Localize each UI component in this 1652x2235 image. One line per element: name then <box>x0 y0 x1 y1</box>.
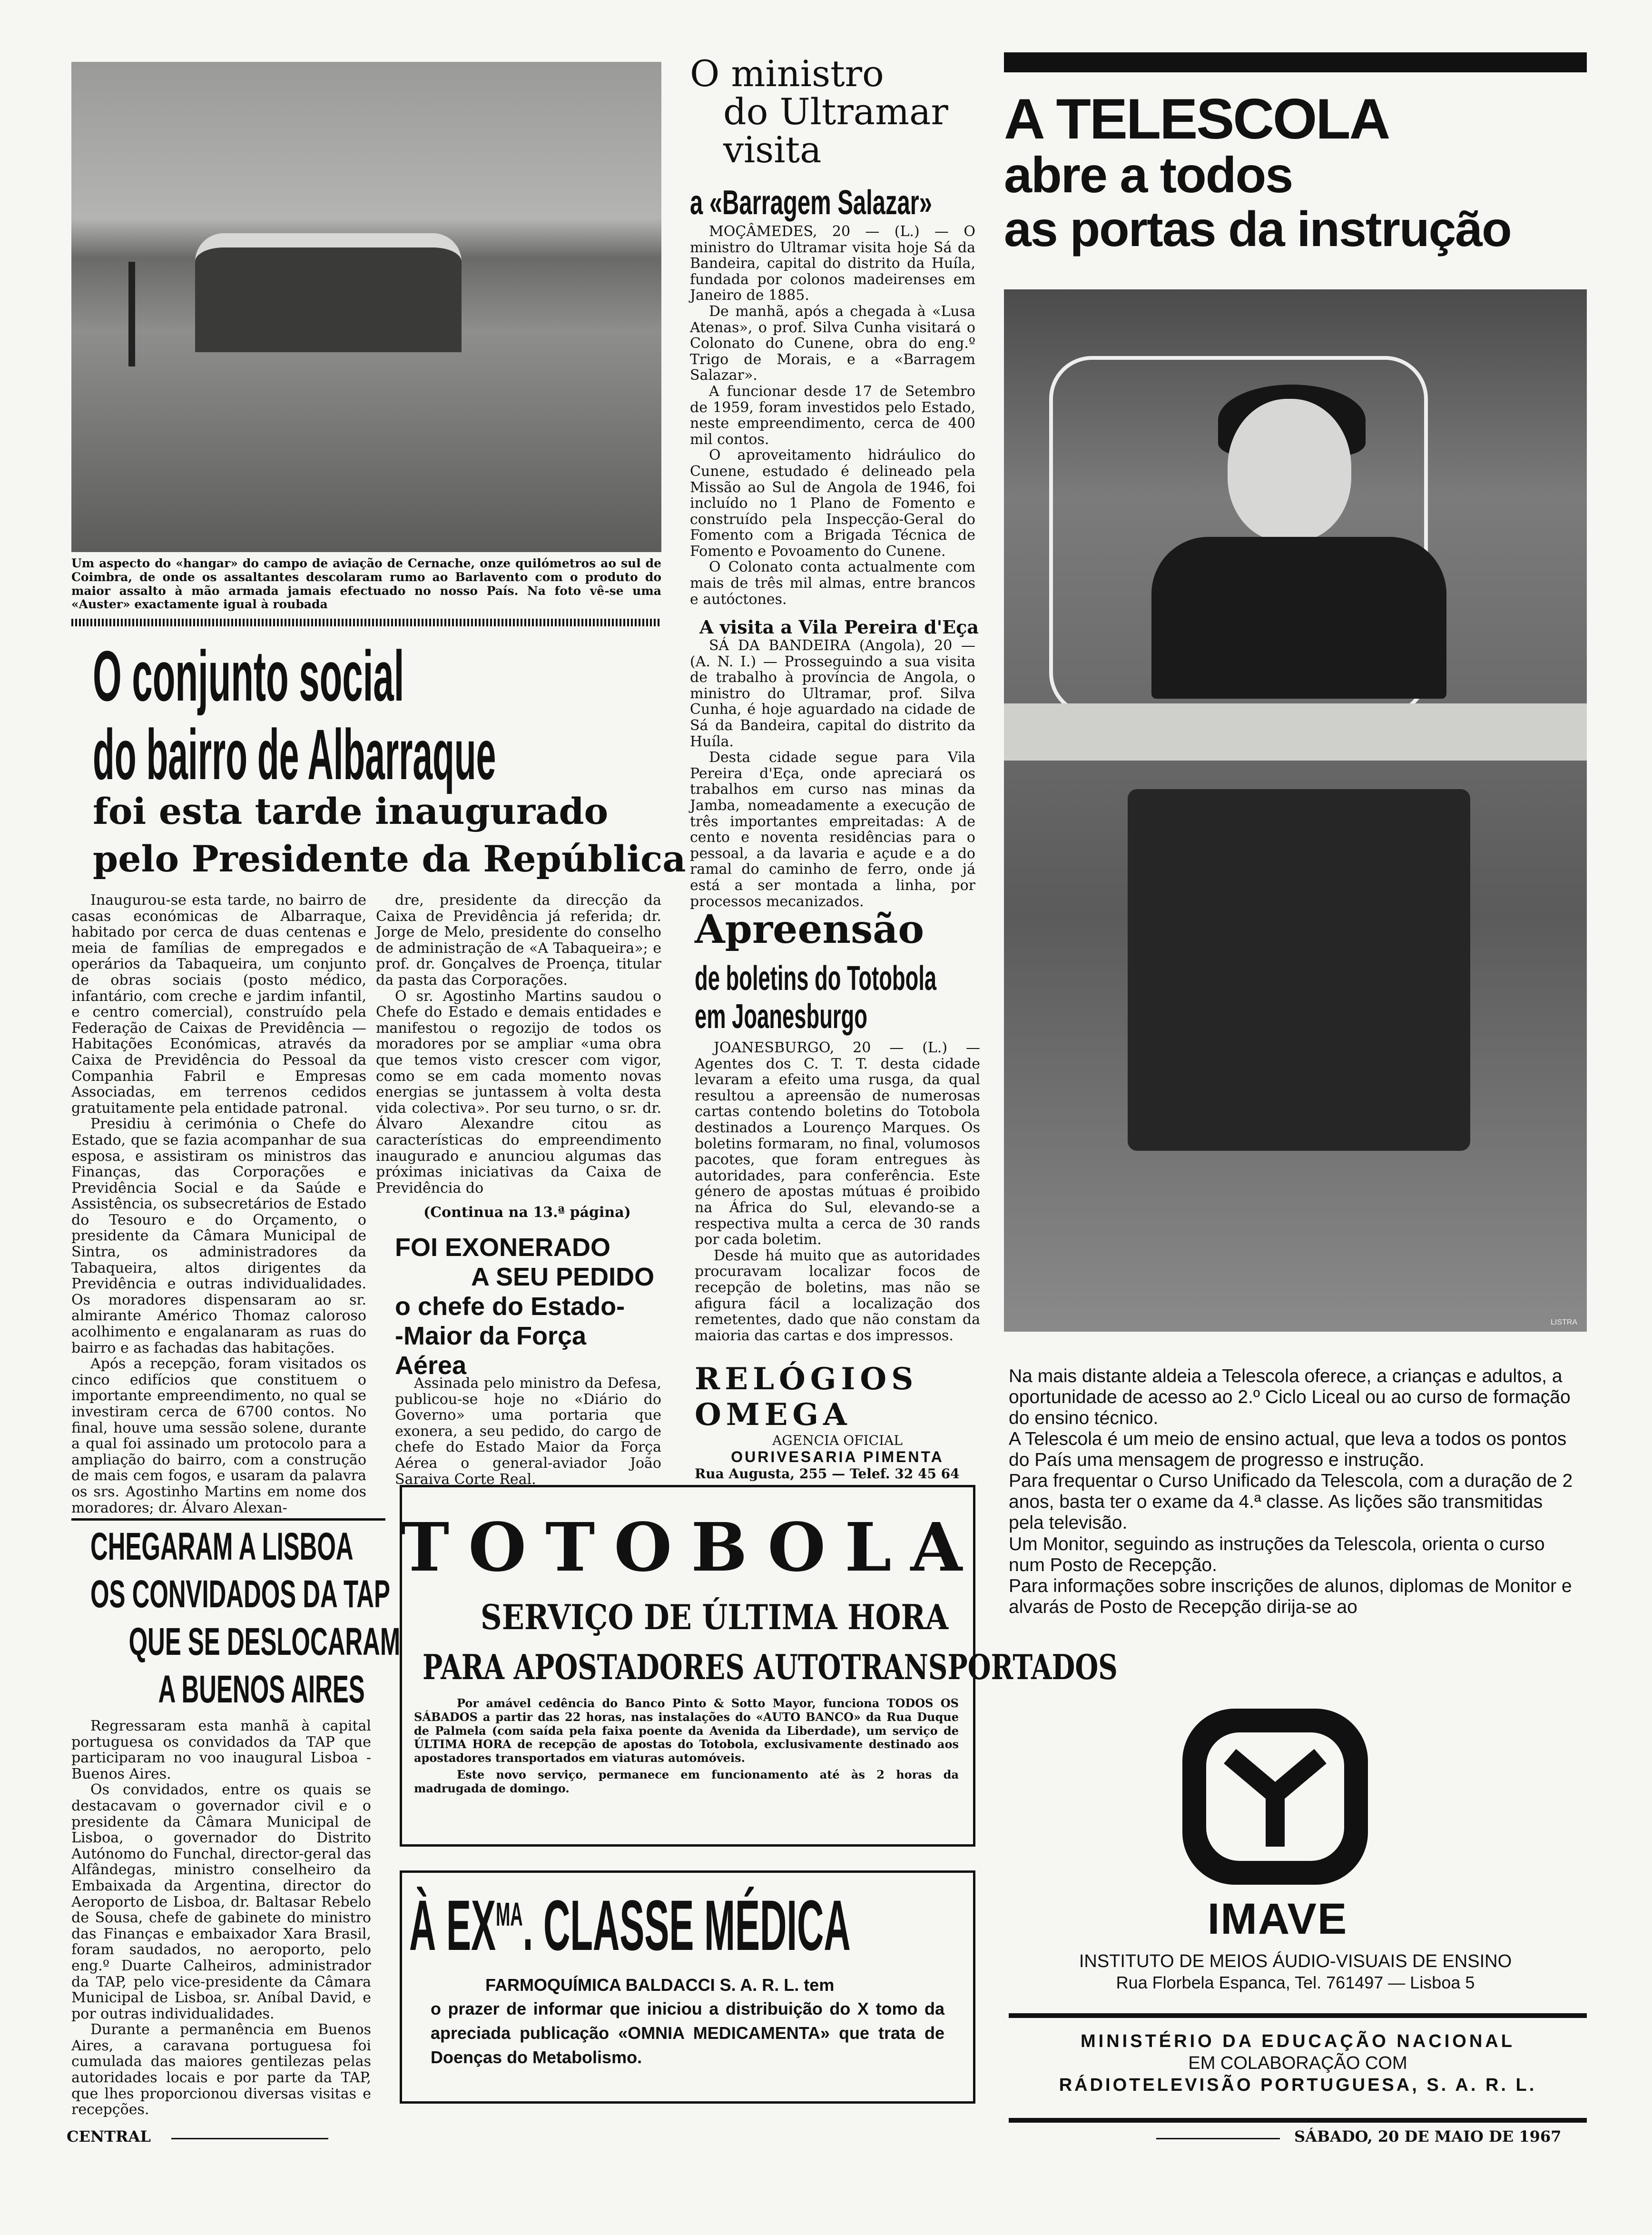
exonerado-headline <box>395 1233 661 1380</box>
student-face <box>1228 399 1351 542</box>
telescola-body <box>1009 1366 1582 1618</box>
tap-headline-line: QUE SE DESLOCARAM <box>128 1620 401 1664</box>
paragraph: A funcionar desde 17 de Setembro de 1959, foram investidos pelo Estado, neste empreendimento, cerca de 400 mil contos. <box>690 383 975 448</box>
paragraph: Assinada pelo ministro da Defesa, publicou-se hoje no «Diário do Governo» uma portaria que exonera, a seu pedido, do cargo de chefe do Estado Maior da Força Aérea o general-aviador João Saraiva Corte Real. <box>395 1375 661 1488</box>
paragraph: Após a recepção, foram visitados os cinco edifícios que constituem o importante empreendimento, no qual se investiram cerca de 6700 contos. No final, houve uma sessão solene, durante a qual foi assinado um protocolo para a ampliação do bairro, com a construção de mais cem fogos, e usaram da palavra os srs. Agostinho Martins em nome dos moradores; dr. Álvaro Alexan- <box>71 1355 366 1516</box>
ministry-line: MINISTÉRIO DA EDUCAÇÃO NACIONAL <box>1081 2031 1515 2051</box>
footer-date: SÁBADO, 20 DE MAIO DE 1967 <box>1294 2127 1562 2146</box>
albarraque-subheadline-2: pelo Presidente da República <box>93 838 686 880</box>
ultramar-subheadline: a «Barragem Salazar» <box>690 184 932 222</box>
footer-rule-right <box>1156 2138 1280 2139</box>
windsock-pole <box>128 262 135 366</box>
ultramar-body <box>690 224 975 619</box>
paragraph: Presidiu à cerimónia o Chefe do Estado, que se fazia acompanhar de sua esposa, e assistiram os ministros das Finanças, das Corporações e Previdência Social e da Saúde e Assistência, os subsecretários de Estado do Tesouro e do Orçamento, o presidente da Câmara Municipal de Sintra, os administradores da Tabaqueira, altos dirigentes da Previdência e outras individualidades. Os moradores dispensaram ao sr. almirante Américo Thomaz caloroso acolhimento e engalanaram as ruas do bairro e as fachadas das habitações. <box>71 1116 366 1356</box>
hangar-caption: Um aspecto do «hangar» do campo de aviação de Cernache, onze quilómetros ao sul de Coimbra, de onde os assaltantes descolaram rumo ao Barlavento com o produto do maior assalto à mão armada jamais efectuado no nosso País. Na foto vê-se uma «Auster» exactamente igual à roubada <box>71 556 661 612</box>
footer-rule-left <box>171 2138 328 2139</box>
albarraque-column-2 <box>376 892 661 1202</box>
medica-title-part: À EX <box>409 1885 496 1965</box>
ultramar-headline-line: O ministro <box>690 52 884 95</box>
albarraque-subheadline: foi esta tarde inaugurado <box>93 790 609 832</box>
telescola-subtitle: abre a todos <box>1004 147 1293 203</box>
medica-title-part: . CLASSE MÉDICA <box>522 1885 851 1965</box>
paragraph: Para frequentar o Curso Unificado da Telescola, com a duração de 2 anos, basta ter o exame da 4.ª classe. As lições são transmitidas pela televisão. <box>1009 1471 1573 1533</box>
omega-shop: OURIVESARIA PIMENTA <box>731 1448 944 1465</box>
footer-left: CENTRAL <box>67 2127 151 2146</box>
separator-rule <box>71 619 661 626</box>
medica-ad-title <box>409 1885 851 1965</box>
omega-agency: AGENCIA OFICIAL <box>772 1433 903 1448</box>
paragraph: Na mais distante aldeia a Telescola oferece, a crianças e adultos, a oportunidade de acesso ao 2.º Ciclo Liceal ou ao curso de formação do ensino técnico. <box>1009 1366 1571 1429</box>
ultramar-body-2 <box>690 637 975 910</box>
medica-ad-body: o prazer de informar que iniciou a distribuição do X tomo da apreciada publicação «OMNIA MEDICAMENTA» que trata de Doenças do Metabolismo. <box>431 1999 944 2067</box>
student-torso <box>1151 537 1446 699</box>
medica-title-sup: MA <box>496 1896 523 1933</box>
imave-institute: INSTITUTO DE MEIOS ÁUDIO-VISUAIS DE ENSINO <box>1079 1951 1512 1971</box>
tap-headline-line: OS CONVIDADOS DA TAP <box>90 1572 390 1616</box>
hangar-building <box>195 233 462 352</box>
paragraph: Desta cidade segue para Vila Pereira d'Eça, onde apreciará os trabalhos em curso nas minas da Jamba, nomeadamente a execução de três importantes empreitadas: A de cento e noventa residências para o pessoal, a da lavaria e açude e a do ramal do caminho de ferro, onde já está a ser montada a linha, por processos mecanizados. <box>690 749 975 910</box>
apreensao-headline: Apreensão <box>695 907 924 952</box>
hangar-photo <box>71 62 661 552</box>
imave-address: Rua Florbela Espanca, Tel. 761497 — Lisboa 5 <box>1116 1973 1475 1992</box>
imave-logo-text: IMAVE <box>1207 1895 1348 1943</box>
ultramar-headline <box>690 52 948 171</box>
telescola-photo <box>1004 289 1587 1332</box>
paragraph: Os convidados, entre os quais se destacavam o governador civil e o presidente da Câmara Municipal de Lisboa, o governador do Distrito Autónomo do Funchal, director-geral das Alfândegas, ministro conselheiro da Embaixada da Argentina, director do Aeroporto de Lisboa, dr. Baltasar Rebelo de Sousa, chefe de gabinete do ministro das Finanças e embaixador Xara Brasil, foram saudados, no aeroporto, pelo eng.º Duarte Calheiros, administrador da TAP, pelo vice-presidente da Câmara Municipal de Lisboa, sr. Aníbal David, e por outras individualidades. <box>71 1781 371 2022</box>
paragraph: JOANESBURGO, 20 — (L.) — Agentes dos C. T. T. desta cidade levaram a efeito uma rusga, da qual resultou a apreensão de numerosas cartas contendo boletins do Totobola destinados a Lourenço Marques. Os boletins formaram, no final, volumosos pacotes, que foram entregues às autoridades, para conferência. Este género de apostas mútuas é proibido na África do Sul, elevando-se a respectiva multa a cerca de 30 rands por cada boletim. <box>695 1039 980 1248</box>
ultramar-subheading: A visita a Vila Pereira d'Eça <box>699 616 979 638</box>
exonerado-line: FOI EXONERADO <box>395 1233 611 1262</box>
apreensao-subheadline-2: em Joanesburgo <box>695 998 867 1036</box>
ministry-line: EM COLABORAÇÃO COM <box>1188 2053 1407 2073</box>
tap-rule <box>71 1518 385 1521</box>
omega-ad <box>695 1361 980 1482</box>
paragraph: Durante a permanência em Buenos Aires, a caravana portuguesa foi cumulada das maiores gentilezas pelas autoridades locais e por parte da TAP, que lhes proporcionou diversas visitas e recepções. <box>71 2021 371 2118</box>
tap-headline-line: CHEGARAM A LISBOA <box>90 1525 354 1568</box>
paragraph: Este novo serviço, permanece em funcionamento até às 2 horas da madrugada de domingo. <box>414 1767 959 1795</box>
paragraph: Regressaram esta manhã à capital portuguesa os convidados da TAP que participaram no voo inaugural Lisboa - Buenos Aires. <box>71 1718 371 1782</box>
totobola-ad-body <box>414 1697 959 1796</box>
paragraph: De manhã, após a chegada à «Lusa Atenas», o prof. Silva Cunha visitará o Colonato do Cunene, obra do eng.º Trigo de Morais, e a «Barragem Salazar». <box>690 303 975 384</box>
totobola-ad-subtitle-2: PARA APOSTADORES AUTOTRANSPORTADOS <box>423 1647 1118 1687</box>
totobola-ad-subtitle: SERVIÇO DE ÚLTIMA HORA <box>481 1597 949 1637</box>
exonerado-body <box>395 1375 661 1487</box>
paragraph: dre, presidente da direcção da Caixa de Previdência já referida; dr. Jorge de Melo, presidente do conselho de administração de «A Tabaqueira»; e prof. dr. Gonçalves de Proença, titular da pasta das Corporações. <box>376 892 661 989</box>
photo-credit: LISTRA <box>1550 1318 1577 1326</box>
telescola-subtitle-2: as portas da instrução <box>1004 202 1511 257</box>
omega-address: Rua Augusta, 255 — Telef. 32 45 64 <box>695 1466 960 1482</box>
exonerado-line: A SEU PEDIDO <box>471 1263 655 1291</box>
exonerado-line: -Maior da Força Aérea <box>395 1322 587 1380</box>
albarraque-column-1 <box>71 892 366 1516</box>
apreensao-body <box>695 1040 980 1359</box>
paragraph: A Telescola é um meio de ensino actual, que leva a todos os pontos do País uma mensagem de progresso e instrução. <box>1009 1429 1567 1471</box>
omega-title: RELÓGIOS OMEGA <box>695 1361 918 1433</box>
totobola-ad-title: TOTOBOLA <box>400 1509 982 1587</box>
telescola-top-bar <box>1004 52 1587 72</box>
tap-headline-line: A BUENOS AIRES <box>158 1668 365 1711</box>
ultramar-headline-line: do Ultramar <box>723 90 948 133</box>
paragraph: O Colonato conta actualmente com mais de três mil almas, entre brancos e autóctones. <box>690 559 975 608</box>
paragraph: SÁ DA BANDEIRA (Angola), 20 — (A. N. I.) — Prosseguindo a sua visita de trabalho à província de Angola, o ministro do Ultramar, prof. Silva Cunha, é hoje aguardado na cidade de Sá da Bandeira, capital do distrito da Huíla. <box>690 637 975 750</box>
paragraph: Para informações sobre inscrições de alunos, diplomas de Monitor e alvarás de Posto de Recepção dirija-se ao <box>1009 1575 1572 1617</box>
tap-body <box>71 1718 371 2132</box>
paragraph: O aproveitamento hidráulico do Cunene, estudado é delineado pela Missão ao Sul de Angola de 1946, foi incluído no 1 Plano de Fomento e construído pela Inspecção-Geral do Fomento com a Brigada Técnica de Fomento e Povoamento do Cunene. <box>690 447 975 560</box>
imave-logo-icon <box>1180 1706 1370 1887</box>
paragraph: Inaugurou-se esta tarde, no bairro de casas económicas de Albarraque, habitado por cerca de duas centenas e meia de famílias de empregados e operários da Tabaqueira, um conjunto de obras sociais (posto médico, infantário, com creche e jardim infantil, e centro comercial), construído pela Federação de Caixas de Previdência — Habitações Económicas, através da Caixa de Previdência do Pessoal da Companhia Fabril e Empresas Associadas, em terrenos cedidos gratuitamente pela entidade patronal. <box>71 892 366 1117</box>
ministry-line: RÁDIOTELEVISÃO PORTUGUESA, S. A. R. L. <box>1059 2075 1537 2095</box>
paragraph: MOÇÂMEDES, 20 — (L.) — O ministro do Ultramar visita hoje Sá da Bandeira, capital do distrito da Huíla, fundada por colonos madeirenses em Janeiro de 1885. <box>690 223 975 304</box>
student-legs <box>1128 789 1470 1151</box>
tap-headline <box>90 1523 400 1713</box>
paragraph: O sr. Agostinho Martins saudou o Chefe do Estado e demais entidades e manifestou o regozijo de todos os moradores por se ampliar «uma obra que temos visto crescer com vigor, como se em cada momento novas energias se juntassem à volta desta vida colectiva». Por seu turno, o sr. dr. Álvaro Alexandre citou as características do empreendimento inaugurado e anunciou algumas das próximas iniciativas da Caixa de Previdência do <box>376 988 661 1197</box>
continued-note: (Continua na 13.ª página) <box>423 1204 631 1221</box>
paragraph: Um Monitor, seguindo as instruções da Telescola, orienta o curso num Posto de Recepção. <box>1009 1533 1545 1575</box>
albarraque-headline-2: do bairro de Albarraque <box>93 714 496 794</box>
exonerado-line: o chefe do Estado- <box>395 1292 625 1321</box>
apreensao-subheadline: de boletins do Totobola <box>695 959 937 998</box>
ultramar-headline-line: visita <box>723 128 822 171</box>
medica-ad-company: FARMOQUÍMICA BALDACCI S. A. R. L. tem <box>485 1975 835 1995</box>
albarraque-headline: O conjunto social <box>93 636 404 716</box>
desk <box>1004 703 1587 761</box>
telescola-title: A TELESCOLA <box>1004 87 1389 151</box>
paragraph: Desde há muito que as autoridades procuravam localizar focos de recepção de boletins, mas não se afigura fácil a localização dos remetentes, dado que não constam da maioria das cartas e dos impressos. <box>695 1247 980 1344</box>
paragraph: Por amável cedência do Banco Pinto & Sotto Mayor, funciona TODOS OS SÁBADOS a partir das 22 horas, nas instalações do «AUTO BANCO» da Rua Duque de Palmela (com saída pela faixa poente da Avenida da Liberdade), um serviço de ÚLTIMA HORA de recepção de apostas do Totobola, exclusivamente destinado aos apostadores transportados em viaturas automóveis. <box>414 1696 959 1765</box>
